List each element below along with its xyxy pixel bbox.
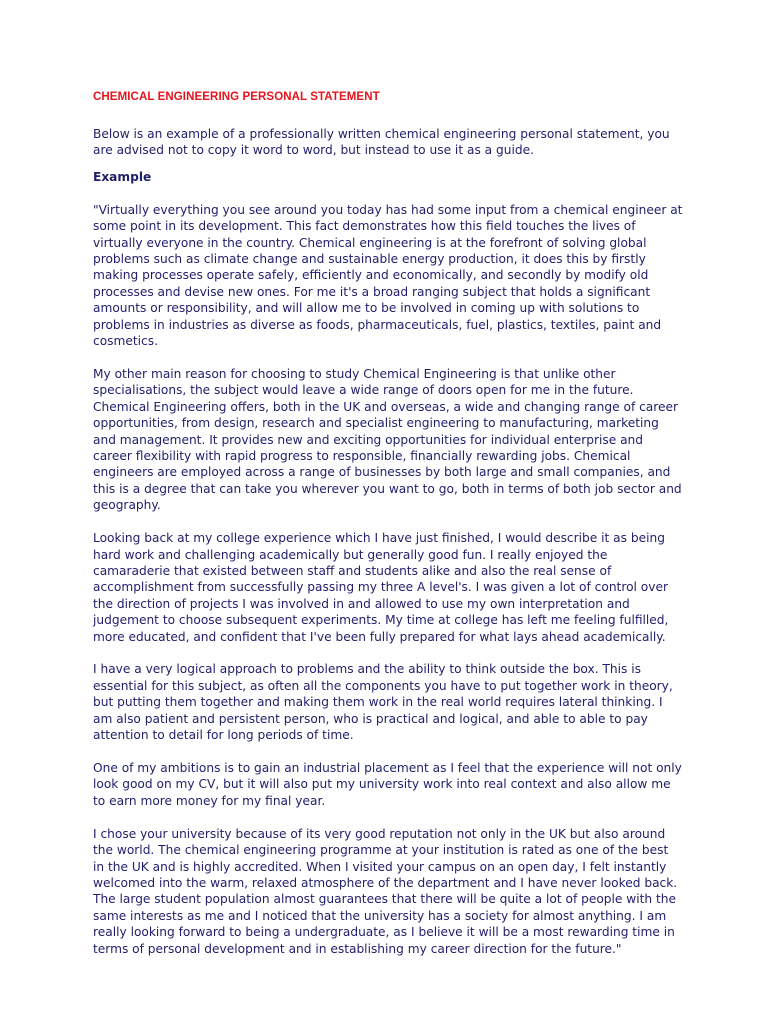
example-heading: Example: [93, 169, 152, 184]
statement-paragraph-5: One of my ambitions is to gain an industrial placement as I feel that the experience will not only look good on my CV, but it will also put my university work into real context and also allow me to earn more money for my final year.: [93, 761, 682, 808]
document-page: [93, 90, 683, 973]
statement-paragraph-2: My other main reason for choosing to study Chemical Engineering is that unlike other specialisations, the subject would leave a wide range of doors open for me in the future. Chemical Engineering offers, both in the UK and overseas, a wide and changing range of career opportunities, from design, research and specialist engineering to manufacturing, marketing and management. It provides new and exciting opportunities for individual enterprise and career flexibility with rapid progress to responsible, financially rewarding jobs. Chemical engineers are employed across a range of businesses by both large and small companies, and this is a degree that can take you wherever you want to go, both in terms of both job sector and geography.: [93, 366, 682, 513]
statement-paragraph-1: "Virtually everything you see around you today has had some input from a chemical engineer at some point in its development. This fact demonstrates how this field touches the lives of virtually everyone in the country. Chemical engineering is at the forefront of solving global problems such as climate change and sustainable energy production, it does this by firstly making processes operate safely, efficiently and economically, and secondly by modify old processes and devise new ones. For me it's a broad ranging subject that holds a significant amounts or responsibility, and will allow me to be involved in coming up with solutions to problems in industries as diverse as foods, pharmaceuticals, fuel, plastics, textiles, paint and cosmetics.: [93, 202, 683, 349]
statement-paragraph-6: I chose your university because of its very good reputation not only in the UK but also around the world. The chemical engineering programme at your institution is rated as one of the best in the UK and is highly accredited. When I visited your campus on an open day, I felt instantly welcomed into the warm, relaxed atmosphere of the department and I have never looked back. The large student population almost guarantees that there will be quite a lot of people with the same interests as me and I noticed that the university has a society for almost anything. I am really looking forward to being a undergraduate, as I believe it will be a most rewarding time in terms of personal development and in establishing my career direction for the future.": [93, 826, 678, 956]
intro-paragraph: Below is an example of a professionally written chemical engineering personal statement, you are advised not to copy it word to word, but instead to use it as a guide.: [93, 127, 670, 158]
statement-paragraph-3: Looking back at my college experience which I have just finished, I would describe it as being hard work and challenging academically but generally good fun. I really enjoyed the camaraderie that existed between staff and students alike and also the real sense of accomplishment from successfully passing my three A level's. I was given a lot of control over the direction of projects I was involved in and allowed to use my own interpretation and judgement to choose subsequent experiments. My time at college has left me feeling fulfilled, more educated, and confident that I've been fully prepared for what lays ahead academically.: [93, 531, 669, 644]
statement-paragraph-4: I have a very logical approach to problems and the ability to think outside the box. This is essential for this subject, as often all the components you have to put together work in theory, but putting them together and making them work in the real world requires lateral thinking. I am also patient and persistent person, who is practical and logical, and able to able to pay attention to detail for long periods of time.: [93, 662, 673, 743]
document-title: CHEMICAL ENGINEERING PERSONAL STATEMENT: [93, 91, 380, 103]
